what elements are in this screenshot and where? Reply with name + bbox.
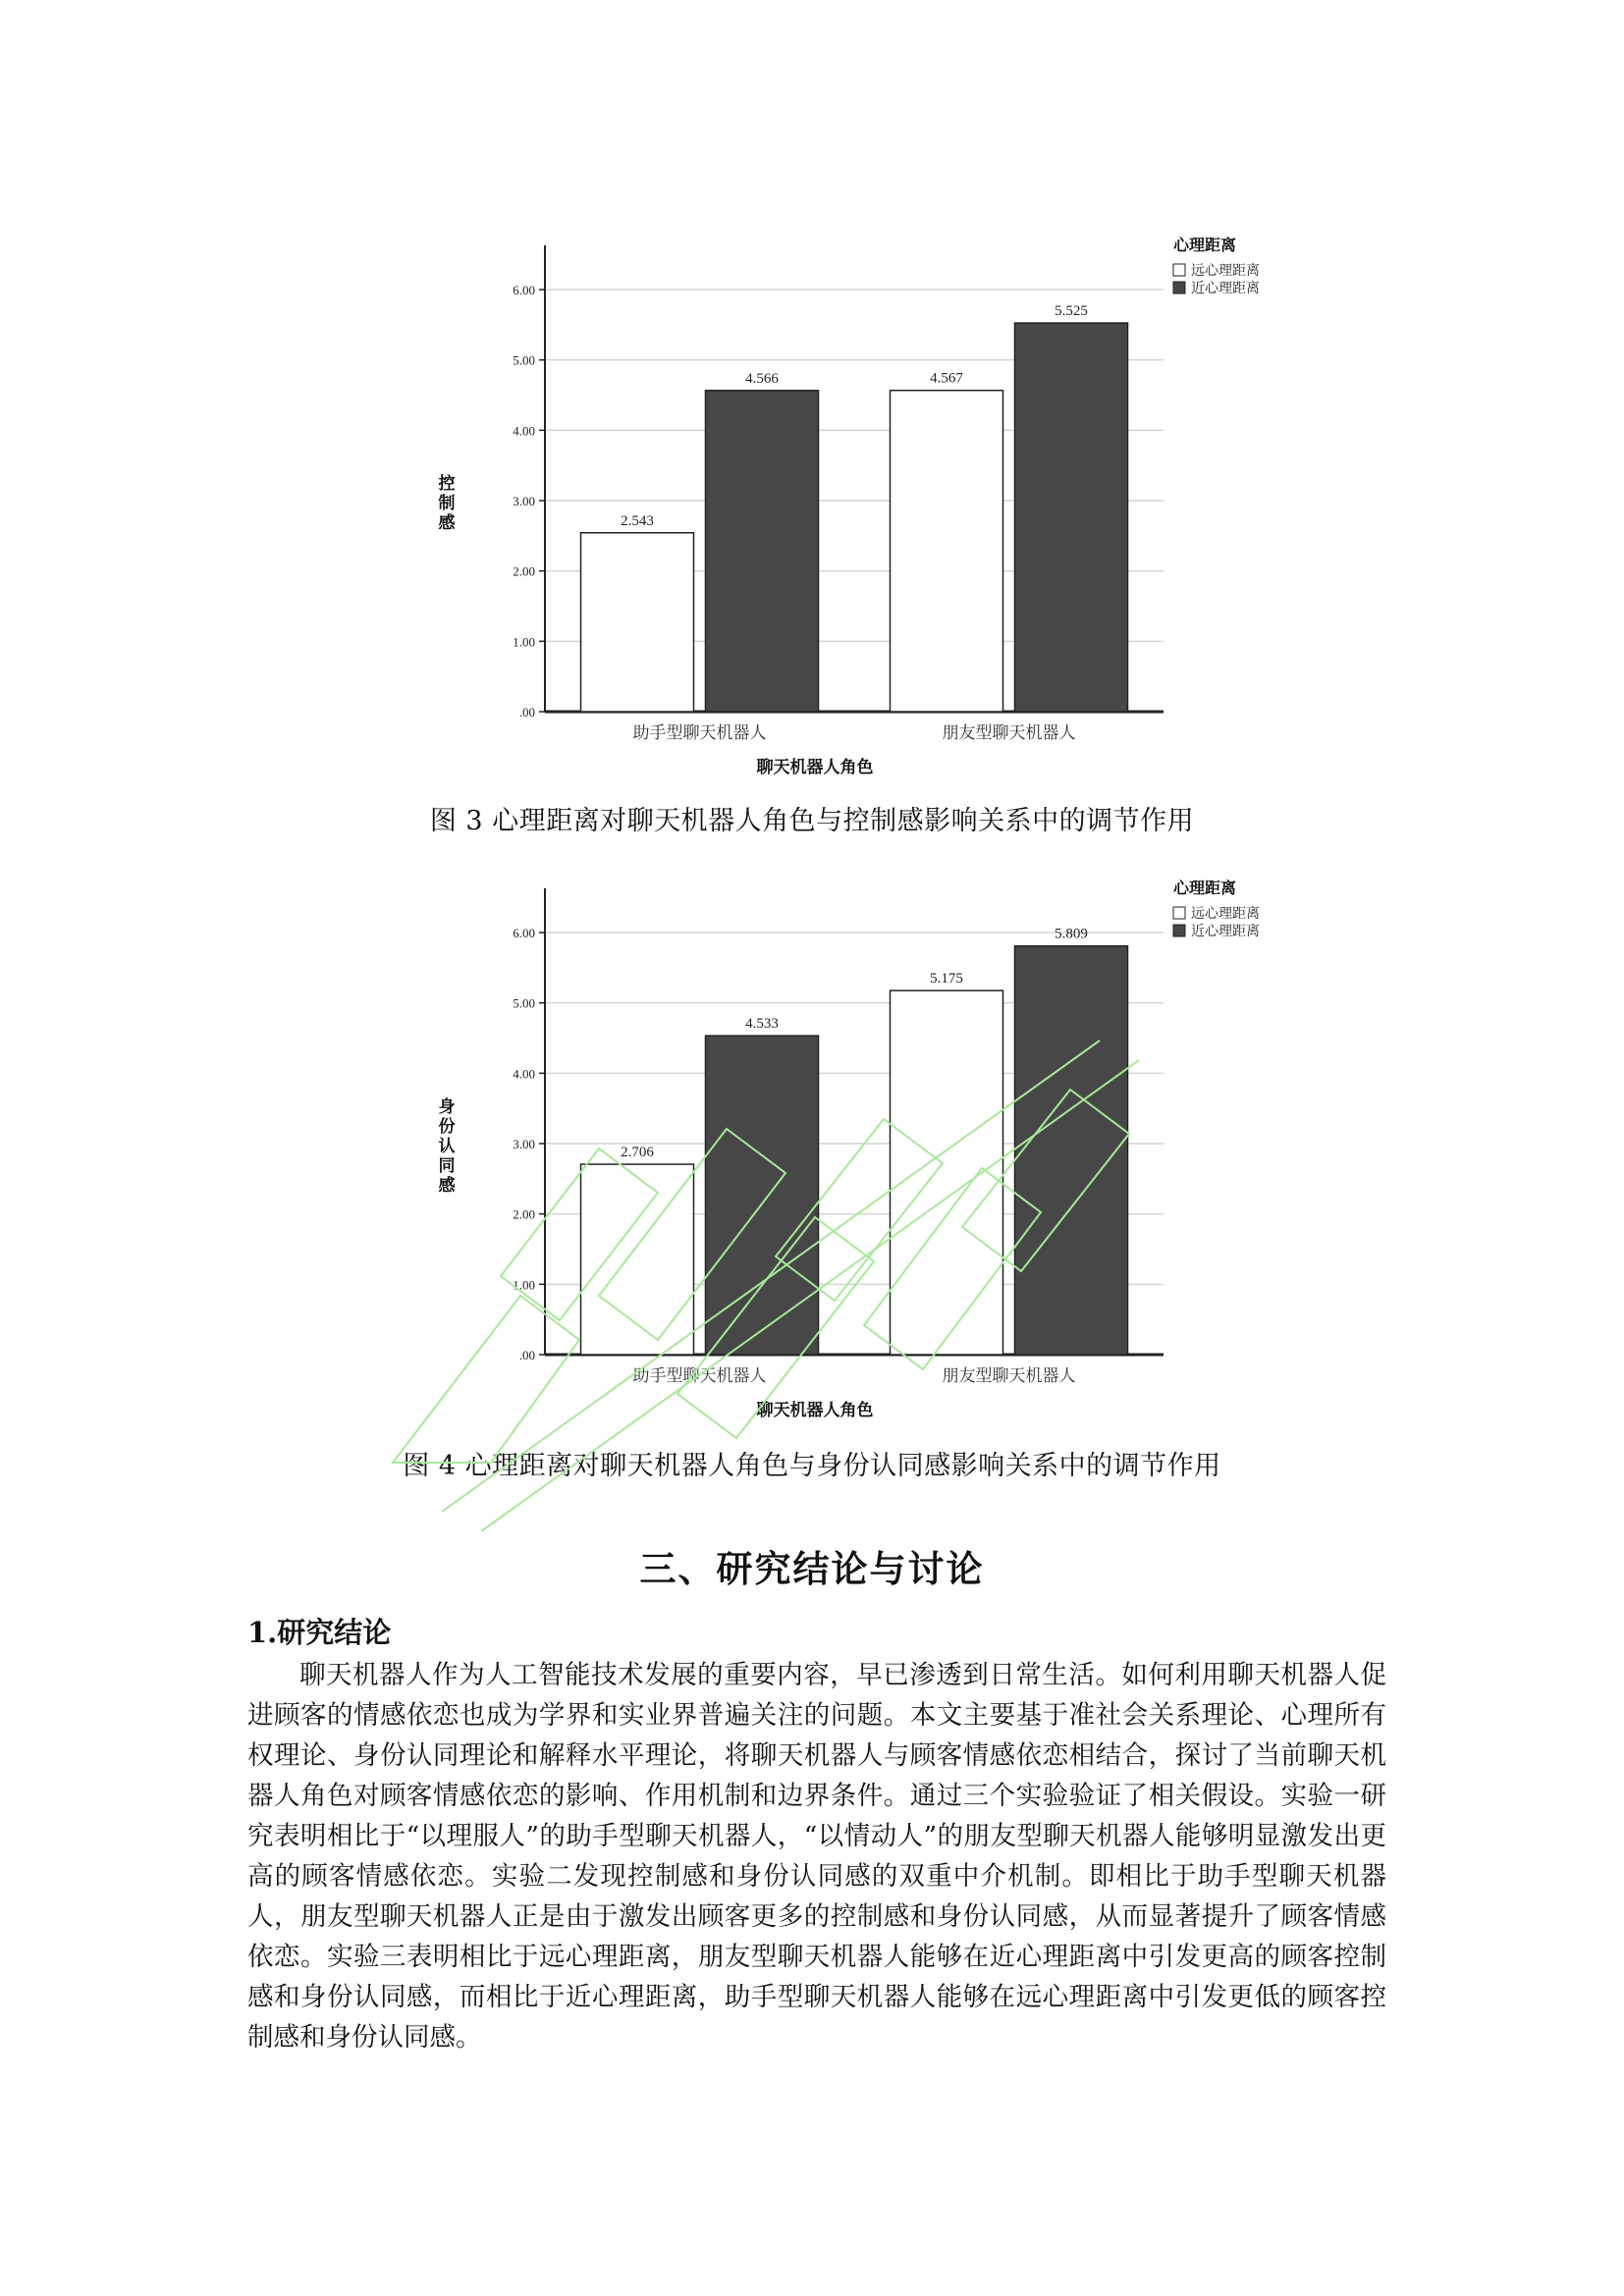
y-axis-label-char: 身 — [438, 1097, 456, 1116]
figure-4-caption: 图 4 心理距离对聊天机器人角色与身份认同感影响关系中的调节作用 — [403, 1451, 1221, 1481]
figure-3-chart — [0, 226, 1624, 785]
bar — [581, 1164, 694, 1355]
bar — [891, 391, 1003, 712]
x-tick-label: 助手型聊天机器人 — [632, 723, 767, 742]
x-tick-label: 朋友型聊天机器人 — [942, 1366, 1076, 1385]
y-axis-label-char: 控 — [438, 474, 456, 493]
y-tick-label: 1.00 — [513, 1277, 535, 1293]
body-paragraph: 聊天机器人作为人工智能技术发展的重要内容，早已渗透到日常生活。如何利用聊天机器人促进顾客的情感依恋也成为学界和实业界普遍关注的问题。本文主要基于准社会关系理论、心理所有权理论、身份认同理论和解释水平理论，将聊天机器人与顾客情感依恋相结合，探讨了当前聊天机器人角色对顾客情感依恋的影响、作用机制和边界条件。通过三个实验验证了相关假设。实验一研究表明相比于“以理服人”的助手型聊天机器人，“以情动人”的朋友型聊天机器人能够明显激发出更高的顾客情感依恋。实验二发现控制感和身份认同感的双重中介机制。即相比于助手型聊天机器人，朋友型聊天机器人正是由于激发出顾客更多的控制感和身份认同感，从而显著提升了顾客情感依恋。实验三表明相比于远心理距离，朋友型聊天机器人能够在近心理距离中引发更高的顾客控制感和身份认同感，而相比于近心理距离，助手型聊天机器人能够在远心理距离中引发更低的顾客控制感和身份认同感。 — [247, 1660, 1386, 2053]
y-tick-label: 4.00 — [513, 423, 535, 439]
y-tick-label: 2.00 — [513, 563, 535, 579]
legend-title: 心理距离 — [1173, 238, 1237, 254]
y-tick-label: 6.00 — [513, 926, 535, 940]
y-tick-label: 5.00 — [513, 352, 535, 368]
bar-data-label: 2.706 — [621, 1145, 654, 1161]
bar-data-label: 4.566 — [745, 370, 779, 387]
bar-data-label: 2.543 — [621, 512, 654, 529]
bar — [1015, 323, 1128, 712]
legend-entry: 远心理距离 — [1191, 907, 1260, 922]
figure-4-chart — [0, 869, 1624, 1428]
bar — [581, 533, 694, 712]
y-tick-label: .00 — [518, 1348, 535, 1362]
bar-data-label: 5.175 — [930, 971, 963, 988]
x-tick-label: 朋友型聊天机器人 — [942, 723, 1076, 742]
y-tick-label: 2.00 — [513, 1206, 535, 1222]
bar-data-label: 5.525 — [1055, 303, 1088, 320]
y-tick-label: 1.00 — [513, 634, 535, 650]
y-tick-label: 5.00 — [513, 995, 535, 1011]
figure-3-caption: 图 3 心理距离对聊天机器人角色与控制感影响关系中的调节作用 — [429, 806, 1195, 836]
legend-swatch — [1173, 282, 1185, 294]
legend-entry: 近心理距离 — [1191, 925, 1260, 939]
bar — [891, 990, 1003, 1355]
x-axis-label: 聊天机器人角色 — [756, 758, 874, 776]
legend-swatch — [1173, 264, 1185, 276]
subsection-title: 1.研究结论 — [247, 1616, 392, 1649]
y-tick-label: 4.00 — [513, 1066, 535, 1082]
section-title: 三、研究结论与讨论 — [639, 1547, 985, 1590]
legend-swatch — [1173, 907, 1185, 919]
bar — [1015, 946, 1128, 1355]
y-tick-label: 3.00 — [513, 494, 535, 508]
y-axis-label-char: 感 — [438, 1176, 456, 1195]
bar-data-label: 5.809 — [1055, 926, 1088, 942]
bar — [706, 391, 819, 712]
y-axis-label-char: 同 — [438, 1156, 456, 1175]
y-axis-label-char: 份 — [438, 1117, 456, 1136]
y-tick-label: 6.00 — [513, 283, 535, 297]
legend-entry: 远心理距离 — [1191, 264, 1260, 279]
legend-entry: 近心理距离 — [1191, 282, 1260, 296]
y-axis-label-char: 感 — [438, 513, 456, 532]
legend-title: 心理距离 — [1173, 881, 1237, 897]
bar-data-label: 4.567 — [930, 370, 963, 387]
x-axis-label: 聊天机器人角色 — [756, 1401, 874, 1419]
legend-swatch — [1173, 925, 1185, 936]
y-axis-label-char: 制 — [438, 494, 456, 512]
bar-data-label: 4.533 — [745, 1016, 779, 1033]
bar — [706, 1036, 819, 1355]
y-tick-label: .00 — [518, 705, 535, 720]
x-tick-label: 助手型聊天机器人 — [632, 1366, 767, 1385]
y-axis-label-char: 认 — [438, 1137, 456, 1155]
y-tick-label: 3.00 — [513, 1137, 535, 1151]
